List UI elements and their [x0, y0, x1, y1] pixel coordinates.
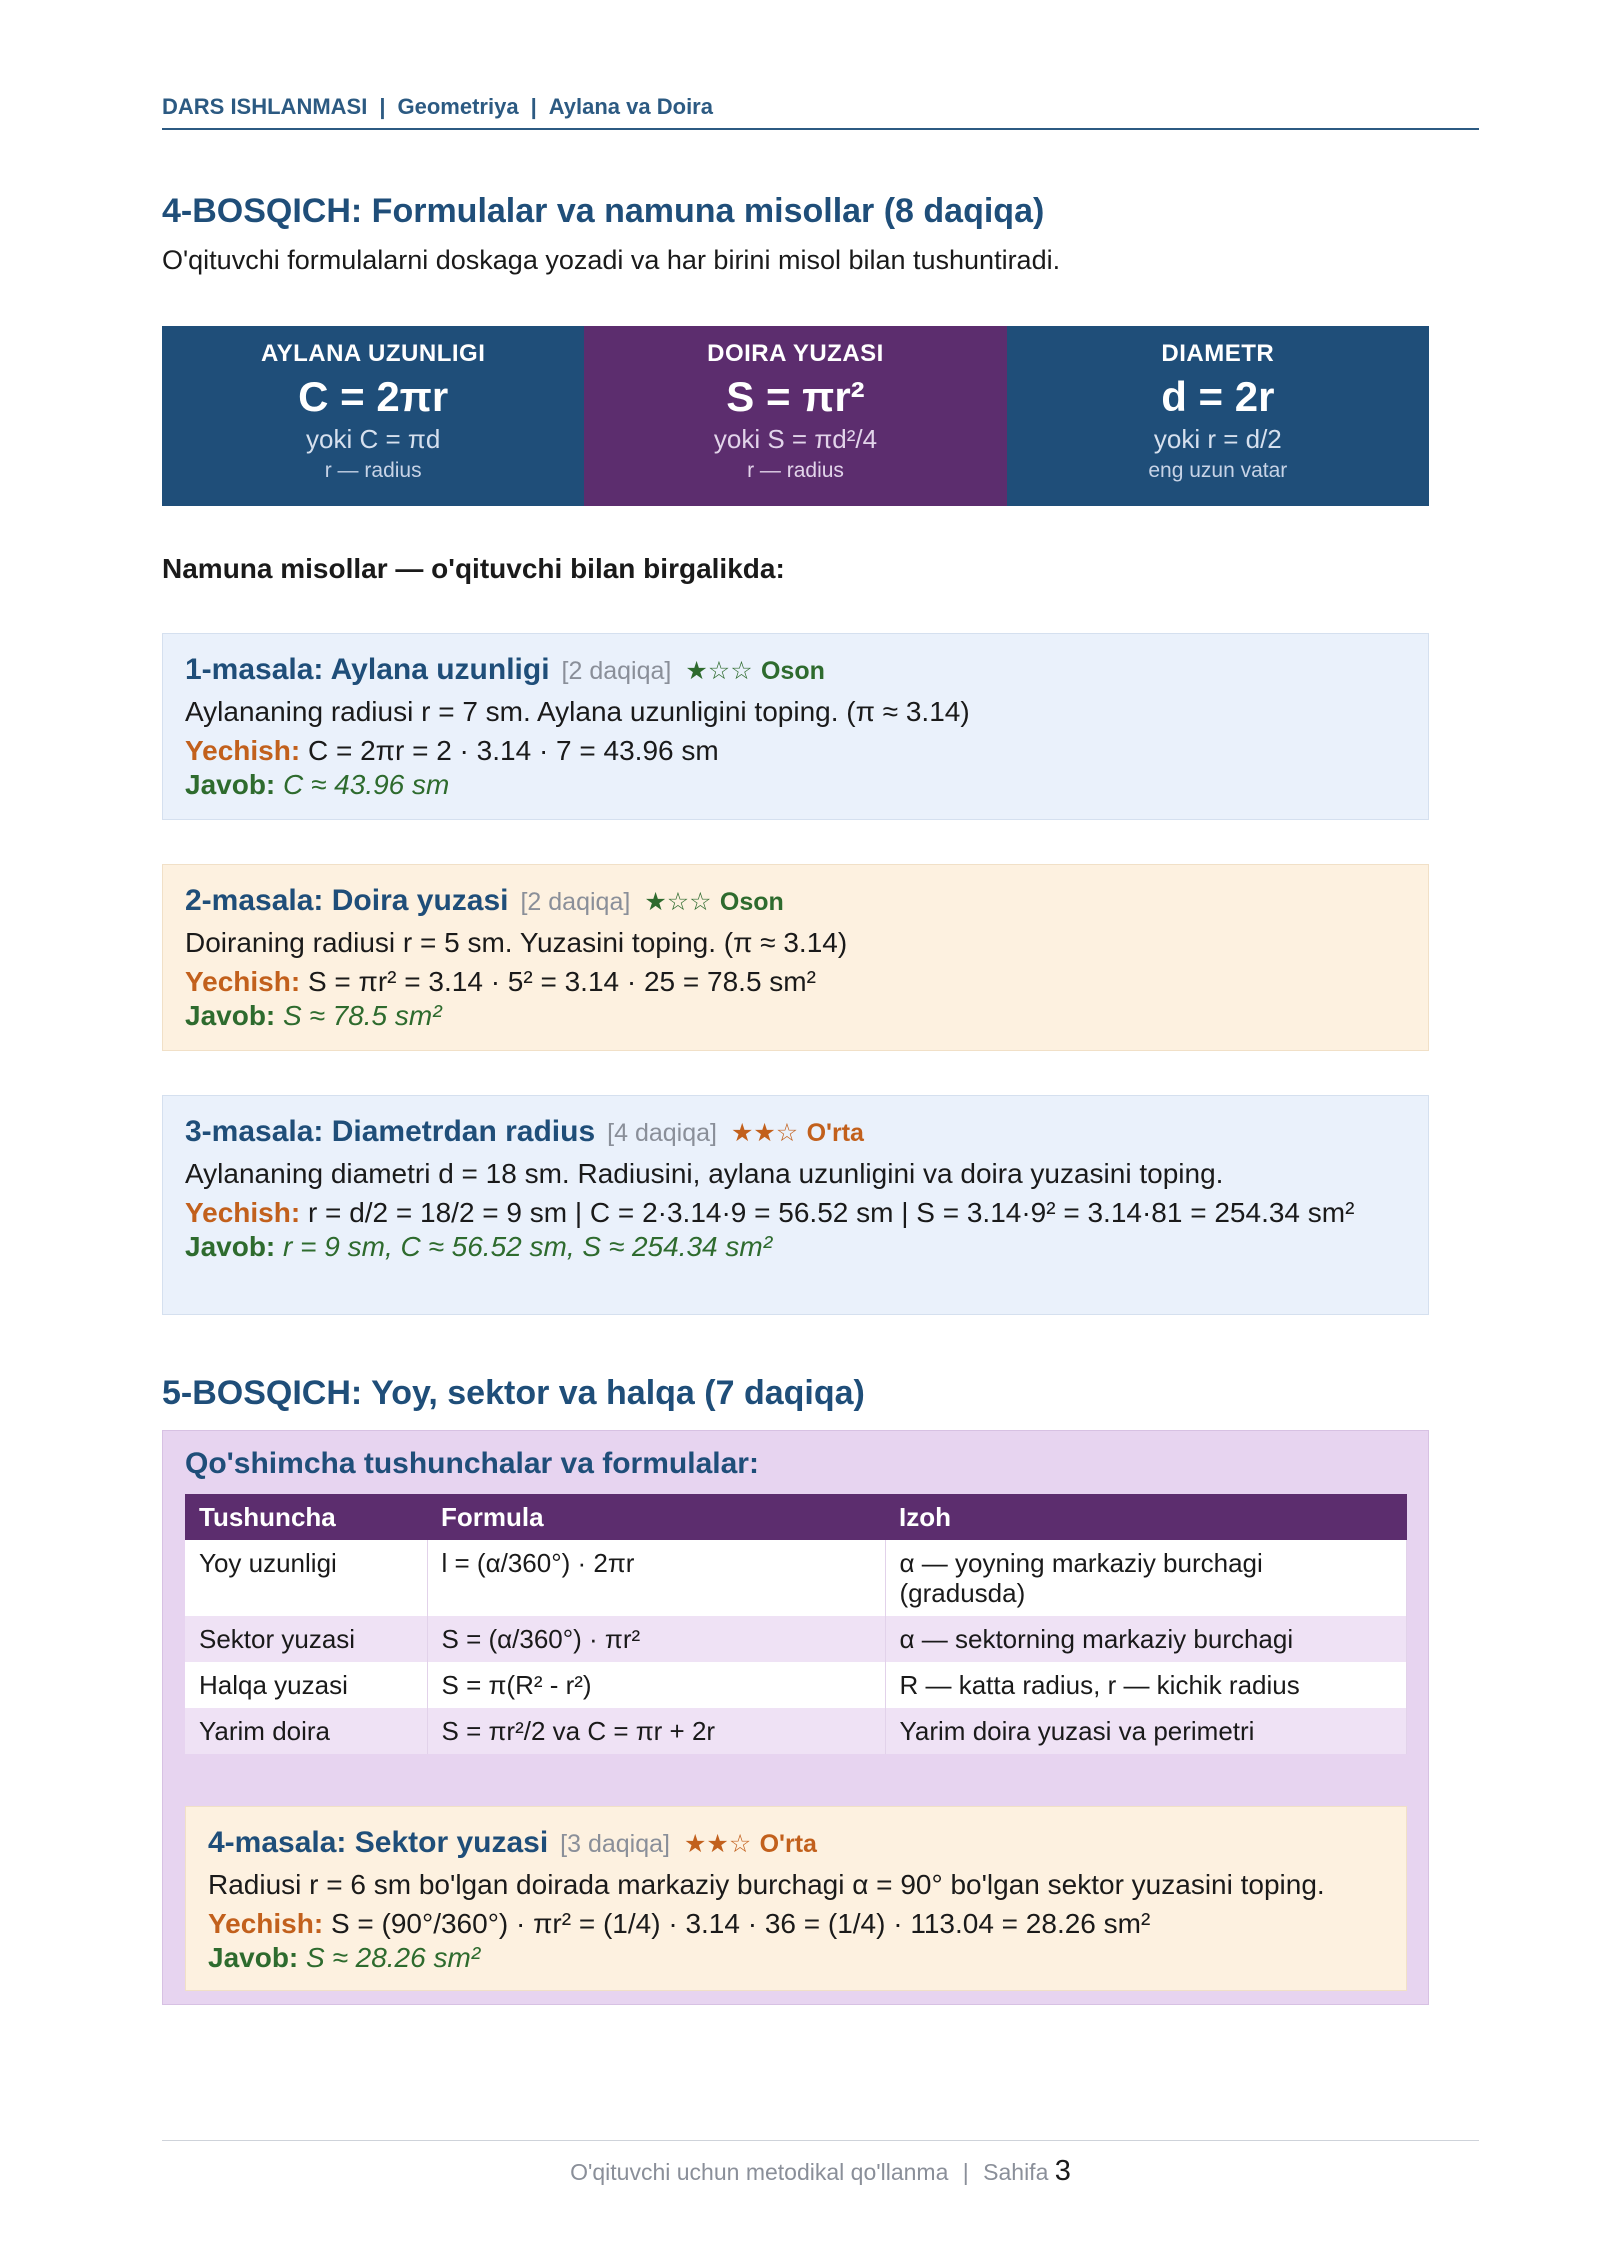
answer-text: r = 9 sm, C ≈ 56.52 sm, S ≈ 254.34 sm² — [283, 1231, 773, 1262]
header-subject: Geometriya — [397, 94, 519, 119]
solution-text: C = 2πr = 2 · 3.14 · 7 = 43.96 sm — [307, 735, 719, 766]
examples-heading: Namuna misollar — o'qituvchi bilan birgalikda: — [162, 553, 785, 584]
answer-text: S ≈ 78.5 sm² — [283, 1000, 442, 1031]
problem-time: [2 daqiqa] — [520, 888, 631, 916]
table-cell: Yarim doira — [185, 1708, 427, 1754]
table-row — [185, 1662, 1407, 1708]
solution-label: Yechish: — [185, 1197, 301, 1228]
problem-card-2 — [162, 864, 1429, 1051]
solution-label: Yechish: — [185, 966, 301, 997]
solution-label: Yechish: — [208, 1908, 324, 1939]
problem-title: 1-masala: Aylana uzunligi — [185, 653, 550, 686]
footer-page-label: Sahifa — [983, 2159, 1049, 2185]
concepts-box — [162, 1430, 1429, 2005]
table-cell: α — yoyning markaziy burchagi (gradusda) — [885, 1540, 1407, 1616]
problem-title-line — [208, 1823, 1384, 1864]
header-doc-type: DARS ISHLANMASI — [162, 94, 368, 119]
problem-text: Doiraning radiusi r = 5 sm. Yuzasini toping. (π ≈ 3.14) — [185, 927, 848, 958]
formula-card-title: DOIRA YUZASI — [707, 340, 884, 367]
header-topic: Aylana va Doira — [548, 94, 713, 119]
problem-title-line — [185, 1112, 1406, 1153]
answer-label: Javob: — [185, 1231, 276, 1262]
answer-label: Javob: — [208, 1942, 299, 1973]
difficulty-stars-icon: ★☆☆ — [644, 888, 712, 916]
difficulty-level: Oson — [760, 657, 825, 685]
formula-alt: yoki C = πd — [306, 424, 441, 454]
formula-alt: yoki r = d/2 — [1153, 424, 1282, 454]
formula-main: S = πr² — [726, 373, 865, 420]
problem-text: Radiusi r = 6 sm bo'lgan doirada markaziy burchagi α = 90° bo'lgan sektor yuzasini toping. — [208, 1869, 1325, 1900]
difficulty-level: Oson — [719, 888, 784, 916]
table-cell: R — katta radius, r — kichik radius — [885, 1662, 1407, 1708]
concepts-table — [185, 1494, 1407, 1754]
difficulty-stars-icon: ★★☆ — [730, 1119, 799, 1147]
solution-text: S = (90°/360°) · πr² = (1/4) · 3.14 · 36 = (1/4) · 113.04 = 28.26 sm² — [330, 1908, 1151, 1939]
table-cell: l = (α/360°) · 2πr — [427, 1540, 885, 1616]
column-header: Tushuncha — [185, 1494, 427, 1540]
table-cell: Halqa yuzasi — [185, 1662, 427, 1708]
problem-time: [3 daqiqa] — [560, 1830, 670, 1858]
answer-line — [185, 767, 1406, 803]
formula-card-title: AYLANA UZUNLIGI — [260, 340, 486, 367]
column-header: Formula — [427, 1494, 885, 1540]
formula-card-diameter — [1007, 326, 1429, 506]
problem-card-3 — [162, 1095, 1429, 1315]
solution-label: Yechish: — [185, 735, 301, 766]
solution-line — [185, 966, 1406, 998]
problem-title-line — [185, 650, 1406, 691]
formula-main: C = 2πr — [298, 373, 449, 420]
problem-time: [2 daqiqa] — [561, 657, 672, 685]
formula-note: eng uzun vatar — [1148, 459, 1288, 482]
table-cell: Yarim doira yuzasi va perimetri — [885, 1708, 1407, 1754]
solution-line — [208, 1908, 1384, 1940]
formula-cards — [162, 326, 1429, 506]
formula-note: r — radius — [324, 459, 422, 482]
problem-title: 3-masala: Diametrdan radius — [185, 1115, 596, 1148]
problem-title: 2-masala: Doira yuzasi — [185, 884, 509, 917]
problem-title: 4-masala: Sektor yuzasi — [208, 1826, 549, 1859]
solution-text: r = d/2 = 18/2 = 9 sm | C = 2·3.14·9 = 56.52 sm | S = 3.14·9² = 3.14·81 = 254.34 sm² — [307, 1197, 1355, 1228]
problem-card-4 — [185, 1806, 1407, 1991]
stage4-subtitle: O'qituvchi formulalarni doskaga yozadi va har birini misol bilan tushuntiradi. — [162, 245, 1061, 275]
answer-line — [185, 998, 1406, 1034]
problem-text: Aylananing diametri d = 18 sm. Radiusini, aylana uzunligini va doira yuzasini toping. — [185, 1158, 1224, 1189]
stage4-title: 4-BOSQICH: Formulalar va namuna misollar (8 daqiqa) — [162, 192, 1045, 230]
concepts-heading: Qo'shimcha tushunchalar va formulalar: — [185, 1447, 759, 1480]
solution-line — [185, 735, 1406, 767]
formula-card-title: DIAMETR — [1161, 340, 1275, 367]
page-number: 3 — [1054, 2155, 1071, 2187]
difficulty-level: O'rta — [759, 1830, 817, 1858]
table-cell: Yoy uzunligi — [185, 1540, 427, 1616]
footer-separator: | — [962, 2159, 969, 2185]
table-header-row — [185, 1494, 1407, 1540]
problem-time: [4 daqiqa] — [607, 1119, 717, 1147]
problem-title-line — [185, 881, 1406, 922]
header-separator: | — [379, 94, 386, 119]
table-cell: Sektor yuzasi — [185, 1616, 427, 1662]
problem-card-1 — [162, 633, 1429, 820]
solution-line — [185, 1197, 1406, 1229]
formula-card-circumference — [162, 326, 584, 506]
problem-text: Aylananing radiusi r = 7 sm. Aylana uzunligini toping. (π ≈ 3.14) — [185, 696, 970, 727]
formula-note: r — radius — [747, 459, 844, 482]
header-separator: | — [530, 94, 537, 119]
page-footer — [162, 2140, 1479, 2188]
page-header — [162, 94, 1479, 130]
table-cell: S = πr²/2 va C = πr + 2r — [427, 1708, 885, 1754]
footer-text: O'qituvchi uchun metodikal qo'llanma — [570, 2159, 949, 2185]
table-row — [185, 1708, 1407, 1754]
answer-line — [208, 1940, 1384, 1976]
difficulty-level: O'rta — [806, 1119, 864, 1147]
table-cell: S = π(R² - r²) — [427, 1662, 885, 1708]
formula-alt: yoki S = πd²/4 — [713, 424, 878, 454]
answer-label: Javob: — [185, 769, 276, 800]
difficulty-stars-icon: ★☆☆ — [685, 657, 753, 685]
table-row — [185, 1616, 1407, 1662]
answer-line — [185, 1229, 1406, 1265]
answer-text: C ≈ 43.96 sm — [283, 769, 450, 800]
table-row — [185, 1540, 1407, 1616]
answer-label: Javob: — [185, 1000, 276, 1031]
difficulty-stars-icon: ★★☆ — [684, 1830, 752, 1858]
formula-main: d = 2r — [1161, 373, 1275, 420]
table-cell: α — sektorning markaziy burchagi — [885, 1616, 1407, 1662]
answer-text: S ≈ 28.26 sm² — [306, 1942, 481, 1973]
formula-card-area — [584, 326, 1006, 506]
table-cell: S = (α/360°) · πr² — [427, 1616, 885, 1662]
column-header: Izoh — [885, 1494, 1407, 1540]
stage5-title: 5-BOSQICH: Yoy, sektor va halqa (7 daqiqa) — [162, 1374, 865, 1412]
solution-text: S = πr² = 3.14 · 5² = 3.14 · 25 = 78.5 sm² — [307, 966, 816, 997]
